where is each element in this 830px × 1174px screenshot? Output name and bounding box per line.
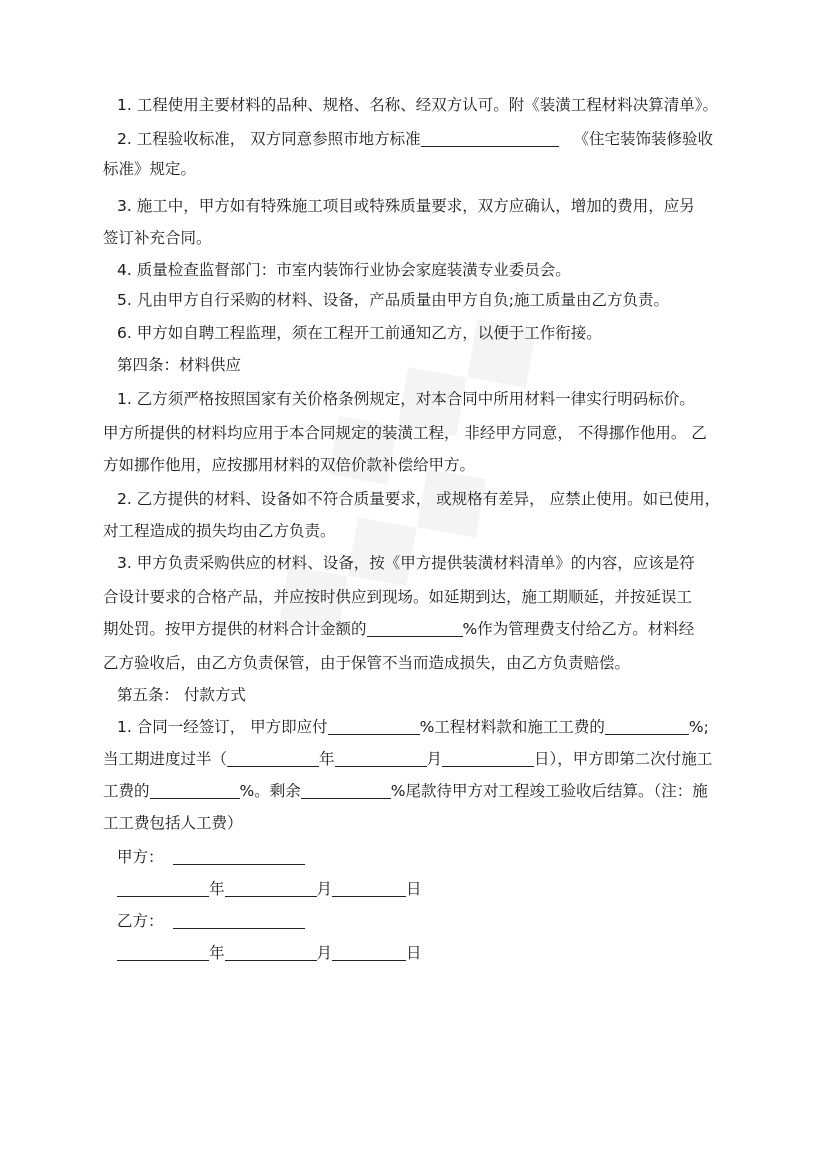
blank-field[interactable] [227, 748, 319, 767]
blank-field[interactable] [150, 780, 240, 799]
blank-field[interactable] [335, 748, 427, 767]
article-5-l1: 1. 合同一经签订， 甲方即应付 %工程材料款和施工工费的 %; [117, 718, 709, 736]
month-field[interactable] [225, 942, 317, 961]
blank-field[interactable] [605, 716, 689, 735]
clause-6: 6. 甲方如自聘工程监理，须在工程开工前通知乙方，以便于工作衔接。 [117, 324, 602, 342]
article-4-p1-cont: 甲方所提供的材料均应用于本合同规定的装潢工程， 非经甲方同意， 不得挪作他用。 乙 [103, 424, 707, 442]
clause-2: 2. 工程验收标准， 双方同意参照市地方标准 《住宅装饰装修验收 [117, 130, 713, 148]
clause-5: 5. 凡由甲方自行采购的材料、设备，产品质量由甲方自负;施工质量由乙方负责。 [117, 291, 669, 309]
article-4-p2-cont: 对工程造成的损失均由乙方负责。 [103, 522, 336, 540]
day-field[interactable] [332, 942, 406, 961]
month-field[interactable] [225, 878, 317, 897]
article-4-p3-cont: 合设计要求的合格产品，并应按时供应到现场。如延期到达，施工期顺延，并按延误工 [103, 588, 693, 606]
party-a-signature-field[interactable] [173, 846, 305, 865]
article-4-p3: 3. 甲方负责采购供应的材料、设备，按《甲方提供装潢材料清单》的内容，应该是符 [117, 554, 695, 572]
blank-field[interactable] [367, 618, 463, 637]
clause-3-cont: 签订补充合同。 [103, 229, 212, 247]
clause-2-cont: 标准》规定。 [103, 160, 197, 178]
day-field[interactable] [332, 878, 406, 897]
article-4-title: 第四条：材料供应 [117, 356, 242, 374]
signature-party-b: 乙方： [103, 906, 747, 936]
blank-field[interactable] [442, 748, 534, 767]
party-b-signature-field[interactable] [173, 910, 305, 929]
article-5-l2: 当工期进度过半（ 年 月 日），甲方即第二次付施工 [103, 750, 713, 768]
signature-date-b: 年 月 日 [103, 938, 747, 968]
article-4-p2: 2. 乙方提供的材料、设备如不符合质量要求， 或规格有差异， 应禁止使用。如已使用， [117, 490, 721, 508]
article-5-title: 第五条： 付款方式 [117, 686, 246, 704]
article-5-l3: 工费的 %。剩余 %尾款待甲方对工程竣工验收后结算。（注：施 [103, 782, 708, 800]
blank-field[interactable] [421, 128, 559, 147]
article-4-p1-cont: 方如挪作他用，应按挪用材料的双倍价款补偿给甲方。 [103, 456, 476, 474]
clause-3: 3. 施工中，甲方如有特殊施工项目或特殊质量要求，双方应确认，增加的费用，应另 [117, 197, 695, 215]
signature-party-a: 甲方： [103, 842, 747, 872]
article-4-p3-cont: 期处罚。按甲方提供的材料合计金额的 %作为管理费支付给乙方。材料经 [103, 620, 695, 638]
signature-date-a: 年 月 日 [103, 874, 747, 904]
year-field[interactable] [117, 878, 209, 897]
blank-field[interactable] [301, 780, 391, 799]
blank-field[interactable] [328, 716, 420, 735]
article-5-l4: 工工费包括人工费） [103, 814, 243, 832]
article-4-p3-cont: 乙方验收后，由乙方负责保管，由于保管不当而造成损失，由乙方负责赔偿。 [103, 654, 631, 672]
article-4-p1: 1. 乙方须严格按照国家有关价格条例规定，对本合同中所用材料一律实行明码标价。 [117, 390, 695, 408]
clause-1: 1. 工程使用主要材料的品种、规格、名称、经双方认可。附《装潢工程材料决算清单》。 [117, 96, 718, 114]
clause-4: 4. 质量检查监督部门：市室内装饰行业协会家庭装潢专业委员会。 [117, 261, 571, 279]
year-field[interactable] [117, 942, 209, 961]
